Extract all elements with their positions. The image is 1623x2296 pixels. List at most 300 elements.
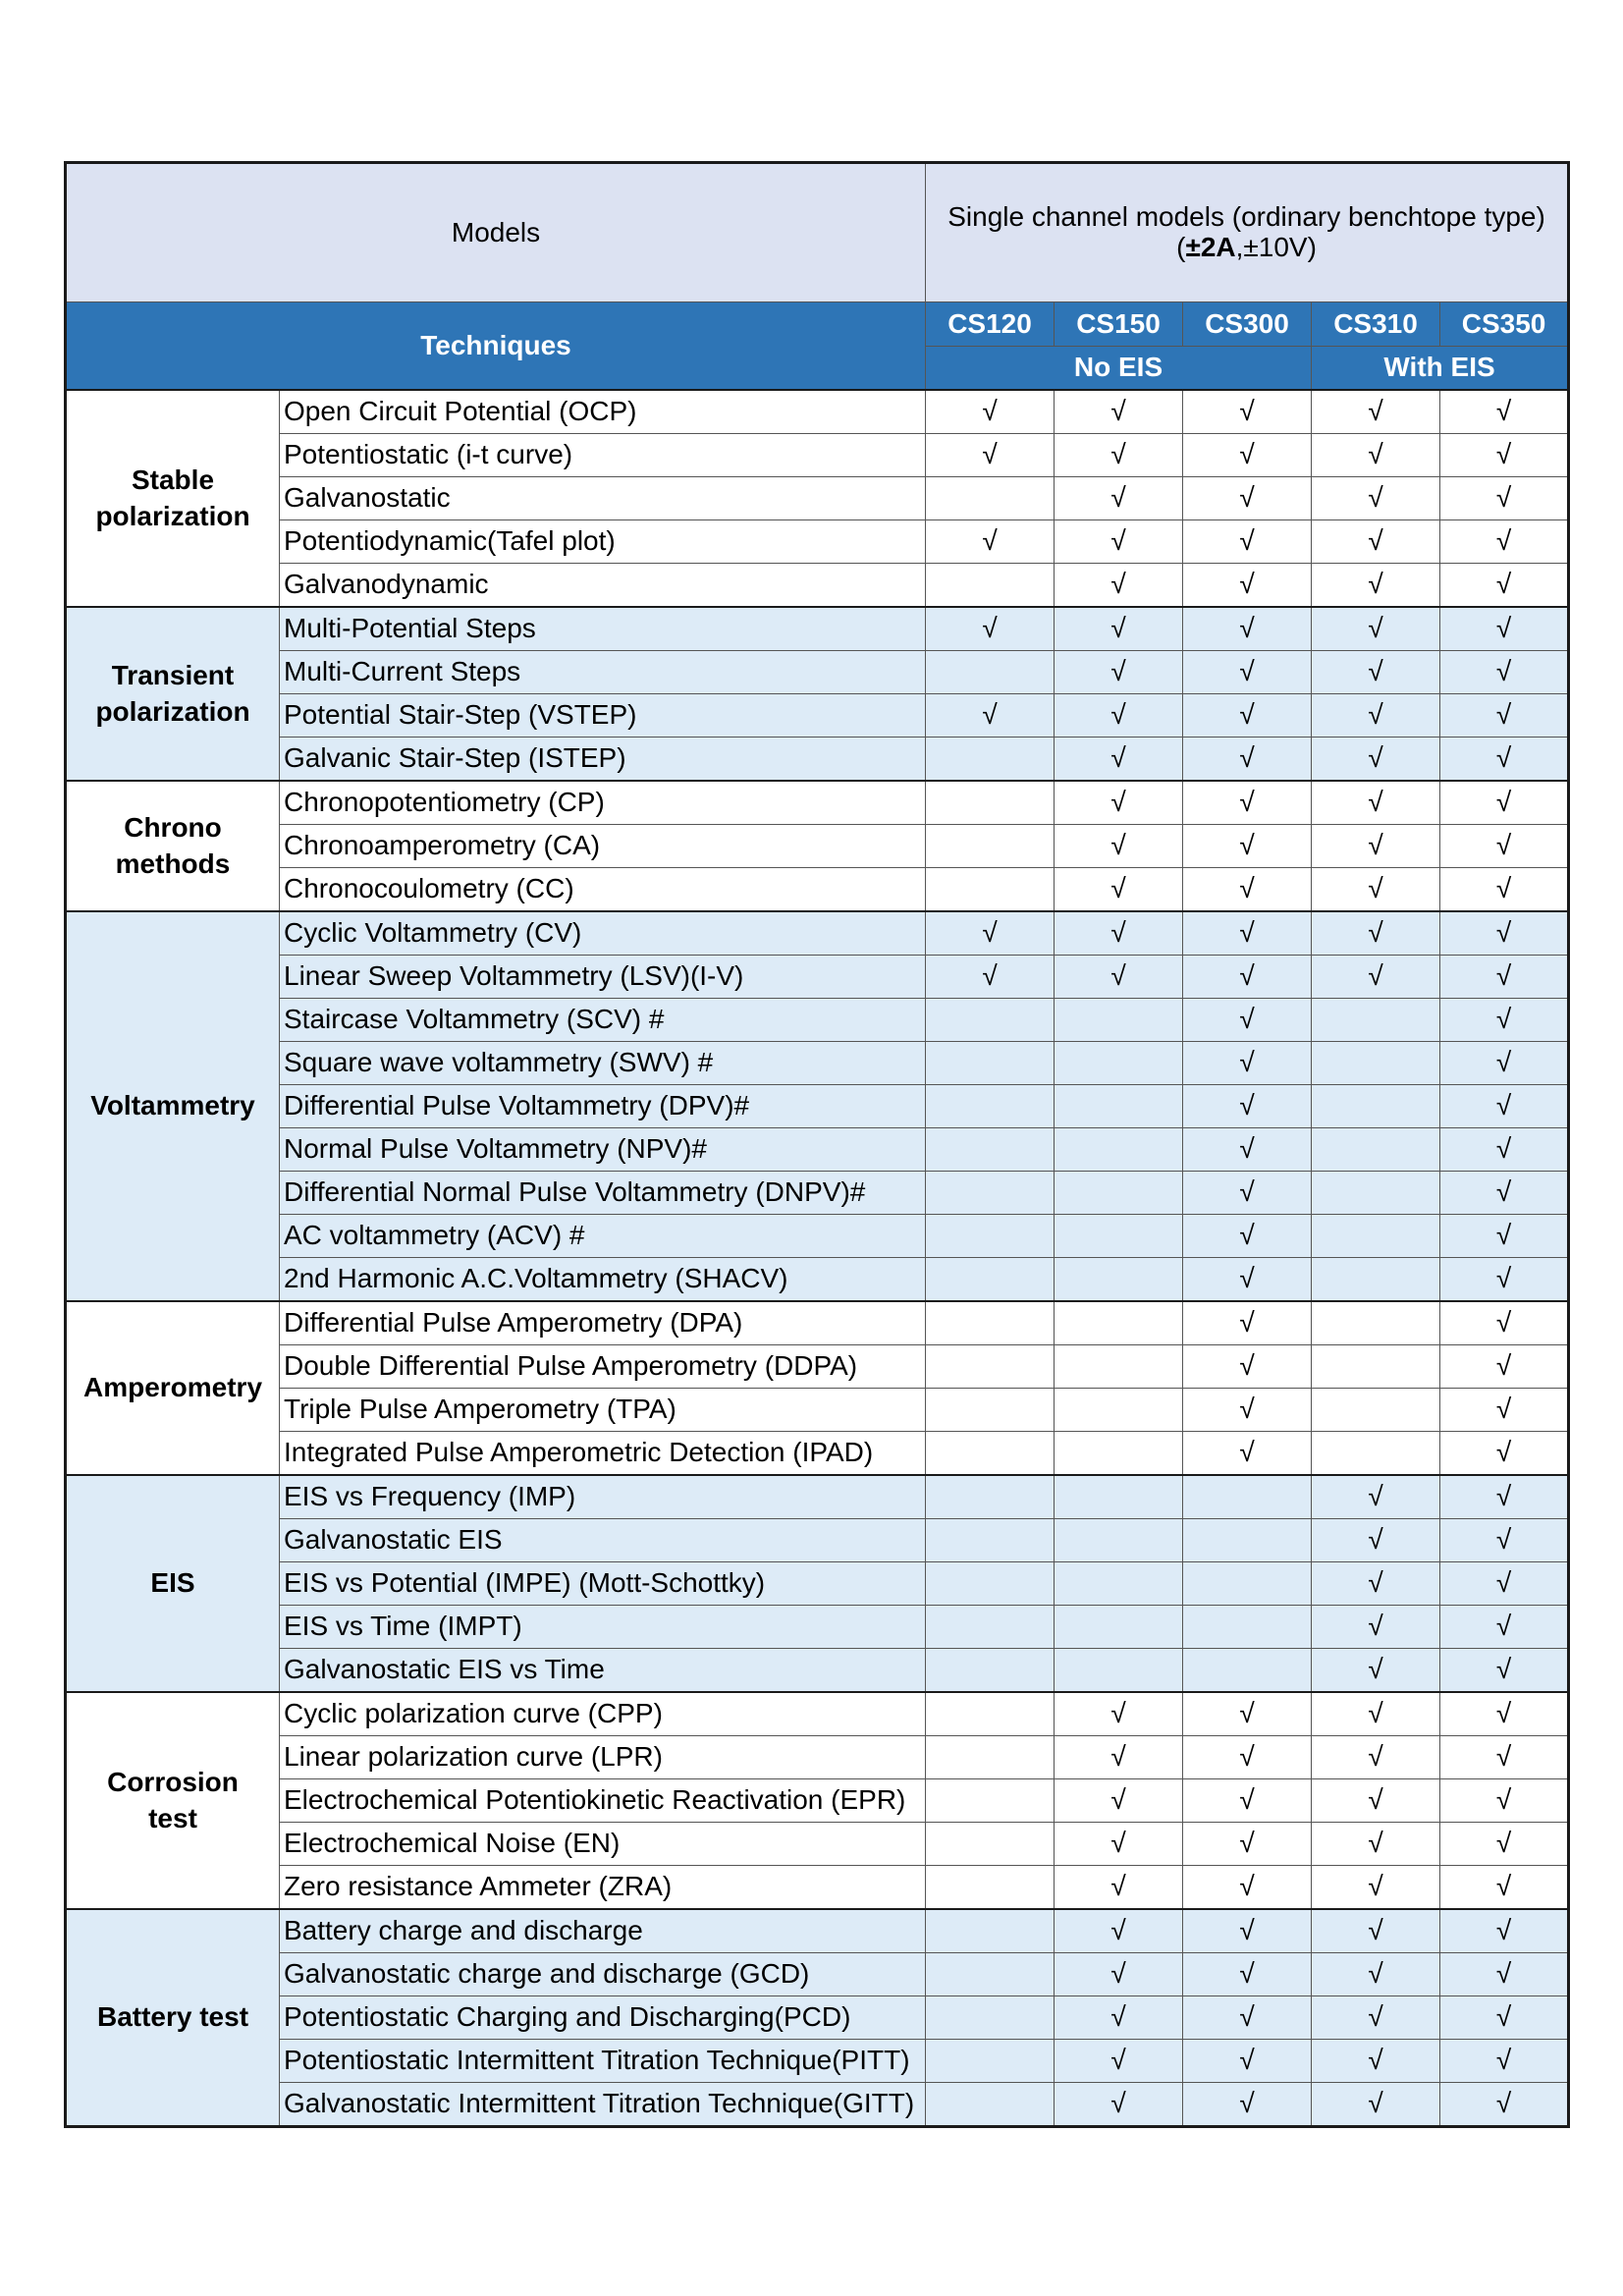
current-range: ±2A bbox=[1185, 232, 1236, 262]
support-cell-cs120 bbox=[926, 1692, 1055, 1736]
category-label bbox=[66, 390, 280, 607]
technique-group bbox=[66, 1692, 1569, 1909]
support-cell-cs300 bbox=[1183, 1606, 1312, 1649]
technique-row bbox=[66, 1475, 1569, 1519]
support-cell-cs350: √ bbox=[1440, 1909, 1569, 1953]
support-cell-cs300: √ bbox=[1183, 2083, 1312, 2127]
support-cell-cs300: √ bbox=[1183, 651, 1312, 694]
support-cell-cs310: √ bbox=[1312, 1649, 1440, 1693]
support-cell-cs150: √ bbox=[1055, 694, 1183, 738]
support-cell-cs120 bbox=[926, 1519, 1055, 1562]
support-cell-cs120 bbox=[926, 1128, 1055, 1172]
support-cell-cs120 bbox=[926, 1345, 1055, 1389]
category-label bbox=[66, 1909, 280, 2127]
support-cell-cs350: √ bbox=[1440, 2040, 1569, 2083]
technique-row bbox=[66, 825, 1569, 868]
support-cell-cs150 bbox=[1055, 1301, 1183, 1345]
support-cell-cs120 bbox=[926, 1085, 1055, 1128]
support-cell-cs350: √ bbox=[1440, 1301, 1569, 1345]
technique-name: EIS vs Time (IMPT) bbox=[280, 1606, 926, 1649]
model-names-row bbox=[66, 302, 1569, 347]
technique-group bbox=[66, 1301, 1569, 1475]
support-cell-cs120 bbox=[926, 1866, 1055, 1910]
support-cell-cs120 bbox=[926, 1042, 1055, 1085]
support-cell-cs120 bbox=[926, 1258, 1055, 1302]
support-cell-cs300: √ bbox=[1183, 1085, 1312, 1128]
support-cell-cs150 bbox=[1055, 1519, 1183, 1562]
support-cell-cs300: √ bbox=[1183, 520, 1312, 564]
support-cell-cs310: √ bbox=[1312, 607, 1440, 651]
model-cs350: CS350 bbox=[1440, 302, 1569, 347]
technique-row bbox=[66, 1215, 1569, 1258]
support-cell-cs350: √ bbox=[1440, 1823, 1569, 1866]
technique-row bbox=[66, 781, 1569, 825]
technique-name: Open Circuit Potential (OCP) bbox=[280, 390, 926, 434]
technique-row bbox=[66, 1519, 1569, 1562]
support-cell-cs310: √ bbox=[1312, 1736, 1440, 1779]
support-cell-cs310: √ bbox=[1312, 1996, 1440, 2040]
support-cell-cs120 bbox=[926, 1301, 1055, 1345]
support-cell-cs120 bbox=[926, 1649, 1055, 1693]
support-cell-cs300: √ bbox=[1183, 607, 1312, 651]
technique-name: Cyclic Voltammetry (CV) bbox=[280, 911, 926, 956]
technique-row bbox=[66, 390, 1569, 434]
support-cell-cs150 bbox=[1055, 1215, 1183, 1258]
technique-row bbox=[66, 1779, 1569, 1823]
support-cell-cs150: √ bbox=[1055, 520, 1183, 564]
support-cell-cs300: √ bbox=[1183, 1953, 1312, 1996]
technique-name: Galvanic Stair-Step (ISTEP) bbox=[280, 738, 926, 782]
support-cell-cs150: √ bbox=[1055, 1779, 1183, 1823]
technique-row bbox=[66, 1953, 1569, 1996]
technique-row bbox=[66, 1258, 1569, 1302]
no-eis-label: No EIS bbox=[926, 347, 1312, 391]
support-cell-cs300: √ bbox=[1183, 1258, 1312, 1302]
technique-row bbox=[66, 738, 1569, 782]
support-cell-cs310: √ bbox=[1312, 390, 1440, 434]
support-cell-cs120: √ bbox=[926, 434, 1055, 477]
support-cell-cs350: √ bbox=[1440, 911, 1569, 956]
support-cell-cs120 bbox=[926, 651, 1055, 694]
support-cell-cs350: √ bbox=[1440, 1258, 1569, 1302]
technique-row bbox=[66, 1389, 1569, 1432]
technique-name: Potential Stair-Step (VSTEP) bbox=[280, 694, 926, 738]
support-cell-cs150: √ bbox=[1055, 607, 1183, 651]
support-cell-cs310: √ bbox=[1312, 1866, 1440, 1910]
support-cell-cs350: √ bbox=[1440, 1519, 1569, 1562]
support-cell-cs150: √ bbox=[1055, 2040, 1183, 2083]
support-cell-cs150 bbox=[1055, 1085, 1183, 1128]
support-cell-cs350: √ bbox=[1440, 1953, 1569, 1996]
support-cell-cs350: √ bbox=[1440, 1172, 1569, 1215]
technique-row bbox=[66, 477, 1569, 520]
support-cell-cs350: √ bbox=[1440, 564, 1569, 608]
technique-name: Differential Normal Pulse Voltammetry (DNPV)# bbox=[280, 1172, 926, 1215]
support-cell-cs120 bbox=[926, 1823, 1055, 1866]
support-cell-cs310 bbox=[1312, 1301, 1440, 1345]
support-cell-cs310: √ bbox=[1312, 1692, 1440, 1736]
technique-name: Staircase Voltammetry (SCV) # bbox=[280, 999, 926, 1042]
support-cell-cs300: √ bbox=[1183, 1215, 1312, 1258]
technique-name: Cyclic polarization curve (CPP) bbox=[280, 1692, 926, 1736]
support-cell-cs120 bbox=[926, 1475, 1055, 1519]
technique-row bbox=[66, 1042, 1569, 1085]
support-cell-cs350: √ bbox=[1440, 651, 1569, 694]
support-cell-cs300 bbox=[1183, 1649, 1312, 1693]
support-cell-cs300: √ bbox=[1183, 781, 1312, 825]
technique-name: Potentiostatic Intermittent Titration Technique(PITT) bbox=[280, 2040, 926, 2083]
single-channel-models-header bbox=[926, 163, 1569, 302]
category-label bbox=[66, 1692, 280, 1909]
category-label-line: EIS bbox=[150, 1567, 195, 1599]
support-cell-cs350: √ bbox=[1440, 390, 1569, 434]
support-cell-cs310 bbox=[1312, 1389, 1440, 1432]
support-cell-cs350: √ bbox=[1440, 1692, 1569, 1736]
support-cell-cs300: √ bbox=[1183, 1779, 1312, 1823]
technique-row bbox=[66, 1172, 1569, 1215]
category-label-line: test bbox=[148, 1802, 197, 1833]
technique-row bbox=[66, 564, 1569, 608]
support-cell-cs120 bbox=[926, 1736, 1055, 1779]
support-cell-cs150: √ bbox=[1055, 868, 1183, 912]
support-cell-cs300: √ bbox=[1183, 1866, 1312, 1910]
support-cell-cs300: √ bbox=[1183, 999, 1312, 1042]
technique-name: Differential Pulse Voltammetry (DPV)# bbox=[280, 1085, 926, 1128]
support-cell-cs350: √ bbox=[1440, 999, 1569, 1042]
technique-name: Galvanostatic bbox=[280, 477, 926, 520]
support-cell-cs120: √ bbox=[926, 911, 1055, 956]
support-cell-cs310 bbox=[1312, 1345, 1440, 1389]
support-cell-cs150: √ bbox=[1055, 1996, 1183, 2040]
technique-name: Double Differential Pulse Amperometry (DDPA) bbox=[280, 1345, 926, 1389]
support-cell-cs310 bbox=[1312, 1432, 1440, 1476]
range-open: ( bbox=[1176, 232, 1186, 262]
with-eis-label: With EIS bbox=[1312, 347, 1569, 391]
model-cs120: CS120 bbox=[926, 302, 1055, 347]
support-cell-cs300 bbox=[1183, 1562, 1312, 1606]
support-cell-cs150: √ bbox=[1055, 1909, 1183, 1953]
support-cell-cs300: √ bbox=[1183, 564, 1312, 608]
technique-name: Differential Pulse Amperometry (DPA) bbox=[280, 1301, 926, 1345]
support-cell-cs150: √ bbox=[1055, 738, 1183, 782]
support-cell-cs310 bbox=[1312, 1085, 1440, 1128]
category-label-line: Corrosion bbox=[107, 1767, 239, 1798]
support-cell-cs150: √ bbox=[1055, 2083, 1183, 2127]
technique-row bbox=[66, 1301, 1569, 1345]
model-cs310: CS310 bbox=[1312, 302, 1440, 347]
support-cell-cs310 bbox=[1312, 1128, 1440, 1172]
support-cell-cs120 bbox=[926, 825, 1055, 868]
support-cell-cs310 bbox=[1312, 999, 1440, 1042]
support-cell-cs300: √ bbox=[1183, 1042, 1312, 1085]
technique-support-table bbox=[64, 161, 1570, 2128]
support-cell-cs120: √ bbox=[926, 956, 1055, 999]
support-cell-cs310: √ bbox=[1312, 1779, 1440, 1823]
support-cell-cs120 bbox=[926, 2083, 1055, 2127]
support-cell-cs350: √ bbox=[1440, 607, 1569, 651]
support-cell-cs150 bbox=[1055, 1562, 1183, 1606]
technique-name: Electrochemical Noise (EN) bbox=[280, 1823, 926, 1866]
support-cell-cs310 bbox=[1312, 1172, 1440, 1215]
support-cell-cs300: √ bbox=[1183, 477, 1312, 520]
technique-row bbox=[66, 434, 1569, 477]
support-cell-cs310: √ bbox=[1312, 694, 1440, 738]
technique-name: AC voltammetry (ACV) # bbox=[280, 1215, 926, 1258]
technique-name: EIS vs Potential (IMPE) (Mott-Schottky) bbox=[280, 1562, 926, 1606]
support-cell-cs150 bbox=[1055, 1389, 1183, 1432]
technique-name: Potentiodynamic(Tafel plot) bbox=[280, 520, 926, 564]
technique-name: Galvanodynamic bbox=[280, 564, 926, 608]
technique-row bbox=[66, 1909, 1569, 1953]
support-cell-cs150: √ bbox=[1055, 1823, 1183, 1866]
support-cell-cs120 bbox=[926, 738, 1055, 782]
support-cell-cs300: √ bbox=[1183, 738, 1312, 782]
technique-row bbox=[66, 651, 1569, 694]
support-cell-cs310: √ bbox=[1312, 781, 1440, 825]
technique-name: Galvanostatic Intermittent Titration Technique(GITT) bbox=[280, 2083, 926, 2127]
support-cell-cs350: √ bbox=[1440, 1042, 1569, 1085]
technique-row bbox=[66, 2083, 1569, 2127]
single-channel-title: Single channel models (ordinary benchtope type) bbox=[947, 201, 1545, 233]
support-cell-cs300: √ bbox=[1183, 1128, 1312, 1172]
technique-name: Multi-Potential Steps bbox=[280, 607, 926, 651]
support-cell-cs300: √ bbox=[1183, 1301, 1312, 1345]
support-cell-cs310: √ bbox=[1312, 1606, 1440, 1649]
technique-row bbox=[66, 1128, 1569, 1172]
support-cell-cs310: √ bbox=[1312, 520, 1440, 564]
support-cell-cs350: √ bbox=[1440, 956, 1569, 999]
support-cell-cs300: √ bbox=[1183, 868, 1312, 912]
support-cell-cs350: √ bbox=[1440, 1215, 1569, 1258]
support-cell-cs350: √ bbox=[1440, 1475, 1569, 1519]
technique-name: Galvanostatic charge and discharge (GCD) bbox=[280, 1953, 926, 1996]
support-cell-cs120 bbox=[926, 477, 1055, 520]
support-cell-cs310: √ bbox=[1312, 477, 1440, 520]
support-cell-cs120 bbox=[926, 1953, 1055, 1996]
support-cell-cs300: √ bbox=[1183, 1692, 1312, 1736]
technique-row bbox=[66, 607, 1569, 651]
category-label-line: Chrono bbox=[124, 812, 222, 844]
support-cell-cs350: √ bbox=[1440, 1562, 1569, 1606]
support-cell-cs310: √ bbox=[1312, 1953, 1440, 1996]
support-cell-cs300: √ bbox=[1183, 694, 1312, 738]
support-cell-cs120 bbox=[926, 1562, 1055, 1606]
support-cell-cs350: √ bbox=[1440, 868, 1569, 912]
technique-row bbox=[66, 1736, 1569, 1779]
support-cell-cs120 bbox=[926, 1172, 1055, 1215]
support-cell-cs120: √ bbox=[926, 520, 1055, 564]
support-cell-cs350: √ bbox=[1440, 738, 1569, 782]
category-label bbox=[66, 1475, 280, 1692]
techniques-header: Techniques bbox=[66, 302, 926, 391]
support-cell-cs150: √ bbox=[1055, 1736, 1183, 1779]
support-cell-cs350: √ bbox=[1440, 1649, 1569, 1693]
support-cell-cs310: √ bbox=[1312, 956, 1440, 999]
technique-row bbox=[66, 1085, 1569, 1128]
technique-row bbox=[66, 1345, 1569, 1389]
support-cell-cs350: √ bbox=[1440, 1866, 1569, 1910]
category-label bbox=[66, 911, 280, 1301]
technique-name: Potentiostatic Charging and Discharging(PCD) bbox=[280, 1996, 926, 2040]
technique-group bbox=[66, 1909, 1569, 2127]
support-cell-cs300: √ bbox=[1183, 1996, 1312, 2040]
support-cell-cs310 bbox=[1312, 1042, 1440, 1085]
category-label bbox=[66, 607, 280, 781]
support-cell-cs350: √ bbox=[1440, 1432, 1569, 1476]
support-cell-cs350: √ bbox=[1440, 1345, 1569, 1389]
support-cell-cs150 bbox=[1055, 1432, 1183, 1476]
support-cell-cs120 bbox=[926, 1389, 1055, 1432]
technique-group bbox=[66, 390, 1569, 607]
support-cell-cs300: √ bbox=[1183, 1909, 1312, 1953]
technique-name: Chronoamperometry (CA) bbox=[280, 825, 926, 868]
support-cell-cs120 bbox=[926, 1996, 1055, 2040]
support-cell-cs150: √ bbox=[1055, 1953, 1183, 1996]
support-cell-cs300: √ bbox=[1183, 1389, 1312, 1432]
support-cell-cs310 bbox=[1312, 1258, 1440, 1302]
support-cell-cs350: √ bbox=[1440, 1085, 1569, 1128]
support-cell-cs300: √ bbox=[1183, 825, 1312, 868]
support-cell-cs310: √ bbox=[1312, 825, 1440, 868]
category-label-line: Stable bbox=[131, 465, 215, 496]
support-cell-cs150 bbox=[1055, 1606, 1183, 1649]
technique-name: Chronocoulometry (CC) bbox=[280, 868, 926, 912]
model-cs150: CS150 bbox=[1055, 302, 1183, 347]
support-cell-cs310: √ bbox=[1312, 1823, 1440, 1866]
support-cell-cs150 bbox=[1055, 1475, 1183, 1519]
technique-row bbox=[66, 694, 1569, 738]
support-cell-cs150 bbox=[1055, 1042, 1183, 1085]
technique-name: Galvanostatic EIS vs Time bbox=[280, 1649, 926, 1693]
technique-row bbox=[66, 1562, 1569, 1606]
support-cell-cs350: √ bbox=[1440, 781, 1569, 825]
support-cell-cs300: √ bbox=[1183, 911, 1312, 956]
technique-group bbox=[66, 781, 1569, 911]
support-cell-cs350: √ bbox=[1440, 520, 1569, 564]
technique-name: Zero resistance Ammeter (ZRA) bbox=[280, 1866, 926, 1910]
support-cell-cs310: √ bbox=[1312, 564, 1440, 608]
support-cell-cs350: √ bbox=[1440, 434, 1569, 477]
technique-row bbox=[66, 1866, 1569, 1910]
support-cell-cs150 bbox=[1055, 1345, 1183, 1389]
support-cell-cs300: √ bbox=[1183, 434, 1312, 477]
support-cell-cs150: √ bbox=[1055, 956, 1183, 999]
support-cell-cs300 bbox=[1183, 1475, 1312, 1519]
technique-row bbox=[66, 1996, 1569, 2040]
category-label-line: Voltammetry bbox=[90, 1090, 255, 1121]
support-cell-cs120 bbox=[926, 1779, 1055, 1823]
support-cell-cs120: √ bbox=[926, 607, 1055, 651]
category-label-line: methods bbox=[115, 847, 231, 879]
support-cell-cs150: √ bbox=[1055, 781, 1183, 825]
support-cell-cs300: √ bbox=[1183, 1172, 1312, 1215]
support-cell-cs300: √ bbox=[1183, 2040, 1312, 2083]
support-cell-cs310: √ bbox=[1312, 1519, 1440, 1562]
support-cell-cs350: √ bbox=[1440, 1128, 1569, 1172]
support-cell-cs120 bbox=[926, 1215, 1055, 1258]
support-cell-cs310: √ bbox=[1312, 2083, 1440, 2127]
support-cell-cs310: √ bbox=[1312, 1909, 1440, 1953]
models-header-row bbox=[66, 163, 1569, 302]
support-cell-cs150: √ bbox=[1055, 564, 1183, 608]
technique-name: Normal Pulse Voltammetry (NPV)# bbox=[280, 1128, 926, 1172]
support-cell-cs120 bbox=[926, 564, 1055, 608]
technique-row bbox=[66, 956, 1569, 999]
support-cell-cs350: √ bbox=[1440, 1996, 1569, 2040]
support-cell-cs120 bbox=[926, 2040, 1055, 2083]
support-cell-cs310 bbox=[1312, 1215, 1440, 1258]
support-cell-cs300: √ bbox=[1183, 1432, 1312, 1476]
support-cell-cs150 bbox=[1055, 1258, 1183, 1302]
category-label bbox=[66, 1301, 280, 1475]
support-cell-cs350: √ bbox=[1440, 1606, 1569, 1649]
support-cell-cs350: √ bbox=[1440, 477, 1569, 520]
support-cell-cs150 bbox=[1055, 999, 1183, 1042]
support-cell-cs310: √ bbox=[1312, 434, 1440, 477]
technique-name: Electrochemical Potentiokinetic Reactivation (EPR) bbox=[280, 1779, 926, 1823]
technique-name: Linear Sweep Voltammetry (LSV)(I-V) bbox=[280, 956, 926, 999]
technique-name: 2nd Harmonic A.C.Voltammetry (SHACV) bbox=[280, 1258, 926, 1302]
support-cell-cs150 bbox=[1055, 1649, 1183, 1693]
support-cell-cs120 bbox=[926, 999, 1055, 1042]
support-cell-cs120 bbox=[926, 1909, 1055, 1953]
technique-row bbox=[66, 1432, 1569, 1476]
support-cell-cs310: √ bbox=[1312, 1562, 1440, 1606]
support-cell-cs150: √ bbox=[1055, 434, 1183, 477]
support-cell-cs300: √ bbox=[1183, 1823, 1312, 1866]
support-cell-cs150: √ bbox=[1055, 477, 1183, 520]
support-cell-cs350: √ bbox=[1440, 1779, 1569, 1823]
models-label: Models bbox=[66, 163, 926, 302]
voltage-range: ,±10V) bbox=[1235, 232, 1317, 262]
support-cell-cs150 bbox=[1055, 1128, 1183, 1172]
category-label-line: Amperometry bbox=[82, 1372, 263, 1403]
support-cell-cs300: √ bbox=[1183, 956, 1312, 999]
support-cell-cs350: √ bbox=[1440, 825, 1569, 868]
technique-row bbox=[66, 520, 1569, 564]
support-cell-cs150: √ bbox=[1055, 1692, 1183, 1736]
technique-name: Potentiostatic (i-t curve) bbox=[280, 434, 926, 477]
category-label-line: polarization bbox=[95, 500, 250, 531]
support-cell-cs120: √ bbox=[926, 390, 1055, 434]
category-label-line: Transient bbox=[111, 660, 235, 691]
technique-name: EIS vs Frequency (IMP) bbox=[280, 1475, 926, 1519]
support-cell-cs120: √ bbox=[926, 694, 1055, 738]
technique-row bbox=[66, 1823, 1569, 1866]
support-cell-cs300 bbox=[1183, 1519, 1312, 1562]
support-cell-cs120 bbox=[926, 1606, 1055, 1649]
technique-group bbox=[66, 607, 1569, 781]
technique-row bbox=[66, 868, 1569, 912]
technique-name: Multi-Current Steps bbox=[280, 651, 926, 694]
support-cell-cs350: √ bbox=[1440, 1389, 1569, 1432]
support-cell-cs350: √ bbox=[1440, 1736, 1569, 1779]
technique-name: Linear polarization curve (LPR) bbox=[280, 1736, 926, 1779]
support-cell-cs310: √ bbox=[1312, 1475, 1440, 1519]
category-label-line: Battery test bbox=[96, 2001, 249, 2033]
technique-row bbox=[66, 1649, 1569, 1693]
support-cell-cs150 bbox=[1055, 1172, 1183, 1215]
support-cell-cs150: √ bbox=[1055, 911, 1183, 956]
support-cell-cs300: √ bbox=[1183, 1736, 1312, 1779]
support-cell-cs310: √ bbox=[1312, 2040, 1440, 2083]
support-cell-cs310: √ bbox=[1312, 911, 1440, 956]
support-cell-cs300: √ bbox=[1183, 390, 1312, 434]
support-cell-cs150: √ bbox=[1055, 651, 1183, 694]
technique-name: Integrated Pulse Amperometric Detection (IPAD) bbox=[280, 1432, 926, 1476]
support-cell-cs310: √ bbox=[1312, 651, 1440, 694]
support-cell-cs120 bbox=[926, 1432, 1055, 1476]
